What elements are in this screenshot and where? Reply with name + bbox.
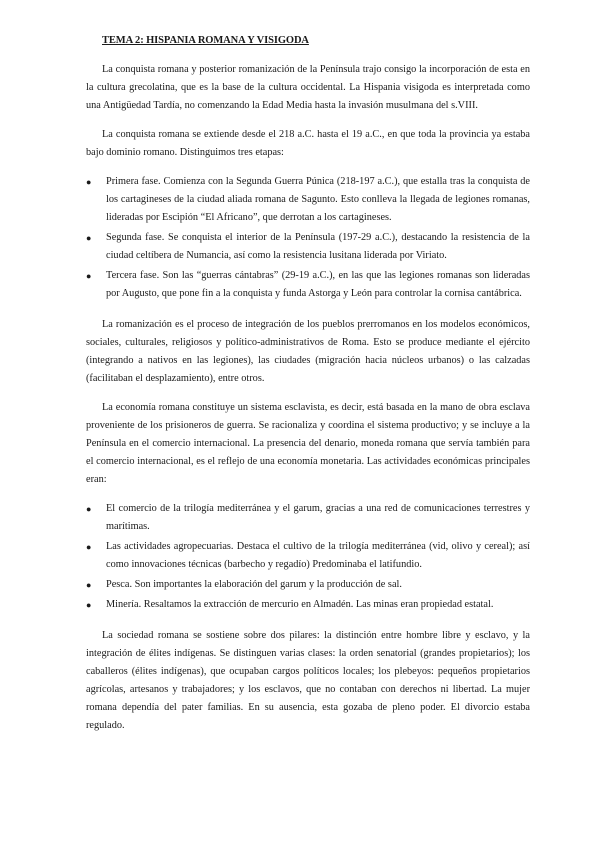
economic-activities-list xyxy=(86,500,530,614)
list-item-text: Pesca. Son importantes la elaboración del garum y la producción de sal. xyxy=(106,579,402,590)
intro-paragraph: La conquista romana y posterior romanización de la Península trajo consigo la incorporación de esta en la cultura grecolatina, que es la base de la cultura occidental. La Hispania visigoda es interpretada como una Antigüedad Tardía, no comenzando la Edad Media hasta la invasión musulmana del s.VIII. xyxy=(86,64,530,111)
list-item xyxy=(86,267,530,303)
list-item xyxy=(86,229,530,265)
romanization-paragraph: La romanización es el proceso de integración de los pueblos prerromanos en los modelos económicos, sociales, culturales, religiosos y político-administrativos de Roma. Esto se produce mediante el ejército (integrando a nativos en las legiones), las ciudades (migración hacia núcleos urbanos) o las calzadas (facilitaban el desplazamiento), entre otros. xyxy=(86,319,530,384)
list-item-text: Las actividades agropecuarias. Destaca el cultivo de la trilogía mediterránea (vid, olivo y cereal); así como innovaciones técnicas (barbecho y regadío) Predominaba el latifundio. xyxy=(106,541,530,570)
list-item-text: Segunda fase. Se conquista el interior de la Península (197-29 a.C.), destacando la resistencia de la ciudad celtíbera de Numancia, así como la resistencia lusitana liderada por Viriato. xyxy=(106,232,530,261)
conquest-stages-list xyxy=(86,173,530,303)
bullet-icon: ● xyxy=(86,177,92,187)
list-item xyxy=(86,596,530,614)
society-paragraph: La sociedad romana se sostiene sobre dos pilares: la distinción entre hombre libre y esclavo, y la integración de élites indígenas. Se distinguen varias clases: la orden senatorial (grandes propietarios); los caballeros (élites indígenas), que ocupaban cargos políticos locales; los plebeyos: pequeños propietarios agrícolas, artesanos y trabajadores; y los esclavos, que no contaban con derechos ni libertad. La mujer romana dependía del pater familias. En su ausencia, esta gozaba de pleno poder. El divorcio estaba regulado. xyxy=(86,630,530,731)
conquest-paragraph: La conquista romana se extiende desde el 218 a.C. hasta el 19 a.C., en que toda la provincia ya estaba bajo dominio romano. Distinguimos tres etapas: xyxy=(86,129,530,158)
list-item xyxy=(86,538,530,574)
list-item-text: Tercera fase. Son las “guerras cántabras” (29-19 a.C.), en las que las legiones romanas son lideradas por Augusto, que pone fin a la conquista y funda Astorga y León para controlar la cornisa cantábrica. xyxy=(106,270,530,299)
page-title: TEMA 2: HISPANIA ROMANA Y VISIGODA xyxy=(102,35,309,46)
list-item-text: Primera fase. Comienza con la Segunda Guerra Púnica (218-197 a.C.), que estalla tras la conquista de los cartagineses de la ciudad aliada romana de Sagunto. Esto conlleva la llegada de legiones romanas, lideradas por Escipión “El Africano”, que derrotan a los cartagineses. xyxy=(106,176,530,223)
bullet-icon: ● xyxy=(86,600,92,610)
document-page xyxy=(86,34,530,735)
bullet-icon: ● xyxy=(86,233,92,243)
bullet-icon: ● xyxy=(86,542,92,552)
list-item-text: Minería. Resaltamos la extracción de mercurio en Almadén. Las minas eran propiedad estatal. xyxy=(106,599,494,610)
list-item xyxy=(86,500,530,536)
list-item xyxy=(86,576,530,594)
list-item xyxy=(86,173,530,227)
bullet-icon: ● xyxy=(86,580,92,590)
bullet-icon: ● xyxy=(86,504,92,514)
bullet-icon: ● xyxy=(86,271,92,281)
list-item-text: El comercio de la trilogía mediterránea y el garum, gracias a una red de comunicaciones terrestres y marítimas. xyxy=(106,503,530,532)
economy-paragraph: La economía romana constituye un sistema esclavista, es decir, está basada en la mano de obra esclava proveniente de los prisioneros de guerra. Se racionaliza y coordina el sistema productivo; y se incluye a la Península en el comercio internacional. La presencia del denario, moneda romana que servía también para el comercio internacional, es el reflejo de una economía monetaria. Las actividades económicas principales eran: xyxy=(86,402,530,485)
